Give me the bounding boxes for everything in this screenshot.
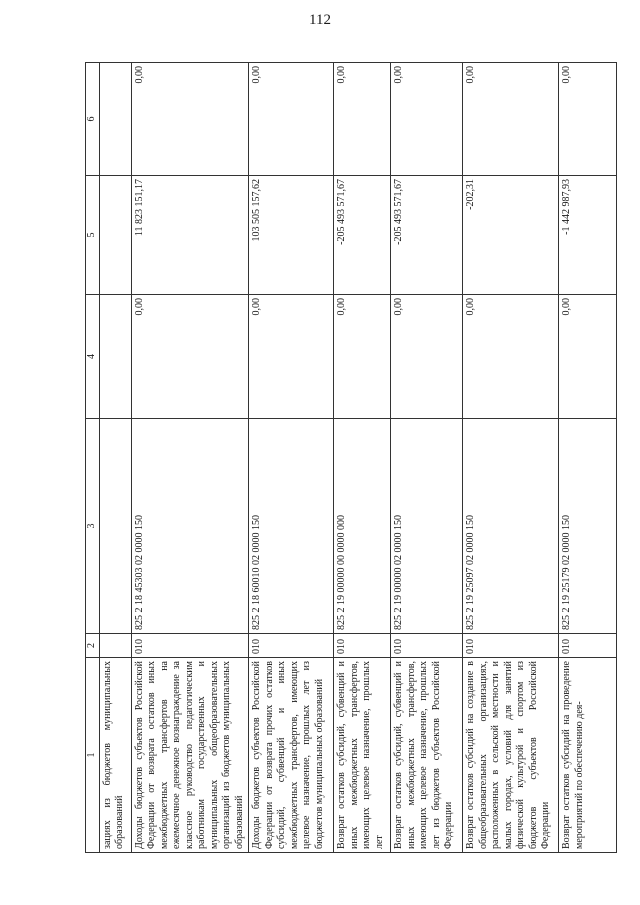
row-col6: 0,00 xyxy=(131,63,249,176)
row-name: Возврат остатков субсидий на проведение мероприятий по обеспечению дея- xyxy=(559,658,617,853)
row-admin-code: 010 xyxy=(463,634,559,658)
rotated-table-container xyxy=(85,63,613,853)
row-col4: 0,00 xyxy=(249,295,334,419)
column-number-1: 1 xyxy=(86,658,100,853)
table-row xyxy=(131,63,249,853)
row-col5 xyxy=(99,176,131,295)
row-col5: -202,31 xyxy=(463,176,559,295)
row-col6: 0,00 xyxy=(463,63,559,176)
table-row xyxy=(249,63,334,853)
page-number: 112 xyxy=(309,12,331,28)
row-budget-code xyxy=(99,419,131,634)
row-col4: 0,00 xyxy=(559,295,617,419)
row-name: Возврат остатков субсидий на создание в общеобразовательных организациях, расположенных в сельской местности и малых городах, условий для занятий физической культурой и спортом из бюджетов субъектов Российской Федерации xyxy=(463,658,559,853)
row-name: зациях из бюджетов муниципальных образований xyxy=(99,658,131,853)
row-col6: 0,00 xyxy=(559,63,617,176)
row-col4: 0,00 xyxy=(131,295,249,419)
row-col5: -205 493 571,67 xyxy=(391,176,463,295)
row-budget-code: 825 2 18 45303 02 0000 150 xyxy=(131,419,249,634)
row-col5: -205 493 571,67 xyxy=(334,176,391,295)
row-col5: 11 823 151,17 xyxy=(131,176,249,295)
row-col6: 0,00 xyxy=(249,63,334,176)
row-budget-code: 825 2 19 00000 02 0000 150 xyxy=(391,419,463,634)
row-col4: 0,00 xyxy=(463,295,559,419)
row-admin-code: 010 xyxy=(249,634,334,658)
row-col6: 0,00 xyxy=(334,63,391,176)
row-name: Возврат остатков субсидий, субвенций и иных межбюджетных трансфертов, имеющих целевое назначение, прошлых лет xyxy=(334,658,391,853)
row-budget-code: 825 2 19 25179 02 0000 150 xyxy=(559,419,617,634)
row-name: Возврат остатков субсидий, субвенций и иных межбюджетных трансфертов, имеющих целевое назначение, прошлых лет из бюджетов субъектов Российской Федерации xyxy=(391,658,463,853)
row-col6: 0,00 xyxy=(391,63,463,176)
row-admin-code: 010 xyxy=(131,634,249,658)
row-col6 xyxy=(99,63,131,176)
table-row xyxy=(99,63,131,853)
column-number-2: 2 xyxy=(86,634,100,658)
row-budget-code: 825 2 19 25097 02 0000 150 xyxy=(463,419,559,634)
table-row xyxy=(463,63,559,853)
column-number-row xyxy=(86,63,100,853)
row-col5: 103 505 157,62 xyxy=(249,176,334,295)
column-number-6: 6 xyxy=(86,63,100,176)
column-number-4: 4 xyxy=(86,295,100,419)
column-number-5: 5 xyxy=(86,176,100,295)
row-col5: -1 442 987,93 xyxy=(559,176,617,295)
row-name: Доходы бюджетов субъектов Российской Федерации от возврата остатков иных межбюджетных трансфертов на ежемесячное денежное вознаграждение за классное руководство педагогическим работникам государственных и муниципальных общеобразовательных организаций из бюджетов муниципальных образований xyxy=(131,658,249,853)
row-col4: 0,00 xyxy=(334,295,391,419)
row-admin-code: 010 xyxy=(334,634,391,658)
table-row xyxy=(334,63,391,853)
row-admin-code: 010 xyxy=(559,634,617,658)
row-budget-code: 825 2 19 00000 00 0000 000 xyxy=(334,419,391,634)
budget-table xyxy=(85,62,617,853)
row-col4 xyxy=(99,295,131,419)
table-row xyxy=(391,63,463,853)
column-number-3: 3 xyxy=(86,419,100,634)
row-col4: 0,00 xyxy=(391,295,463,419)
row-admin-code xyxy=(99,634,131,658)
row-admin-code: 010 xyxy=(391,634,463,658)
row-name: Доходы бюджетов субъектов Российской Федерации от возврата прочих остатков субсидий, субвенций и иных межбюджетных трансфертов, имеющих целевое назначение, прошлых лет из бюджетов муниципальных образований xyxy=(249,658,334,853)
table-row xyxy=(559,63,617,853)
row-budget-code: 825 2 18 60010 02 0000 150 xyxy=(249,419,334,634)
